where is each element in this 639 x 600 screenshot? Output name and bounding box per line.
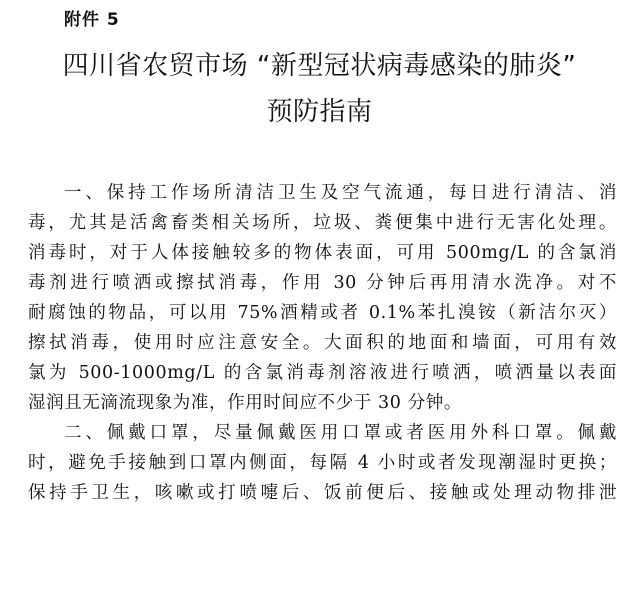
paragraph-1-line-5: 耐腐蚀的物品，可以用 75%酒精或者 0.1%苯扎溴铵（新洁尔灭） bbox=[28, 303, 617, 323]
paragraph-1-line-1: 一、保持工作场所清洁卫生及空气流通，每日进行清洁、消 bbox=[64, 183, 617, 203]
document-title-line-1: 四川省农贸市场 “新型冠状病毒感染的肺炎” bbox=[62, 51, 577, 81]
document-title-line-2: 预防指南 bbox=[266, 97, 373, 127]
paragraph-1-line-8: 湿润且无滴流现象为准，作用时间应不少于 30 分钟。 bbox=[28, 393, 462, 413]
paragraph-2-line-2: 时，避免手接触到口罩内侧面，每隔 4 小时或者发现潮湿时更换； bbox=[28, 453, 617, 473]
paragraph-2-line-1: 二、佩戴口罩，尽量佩戴医用口罩或者医用外科口罩。佩戴 bbox=[64, 423, 617, 443]
paragraph-1-line-6: 擦拭消毒，使用时应注意安全。大面积的地面和墙面，可用有效 bbox=[28, 333, 617, 353]
paragraph-1-line-2: 毒，尤其是活禽畜类相关场所，垃圾、粪便集中进行无害化处理。 bbox=[28, 213, 617, 233]
paragraph-1-line-7: 氯为 500-1000mg/L 的含氯消毒剂溶液进行喷洒，喷洒量以表面 bbox=[28, 363, 617, 383]
attachment-label: 附件 5 bbox=[64, 10, 120, 30]
document-body bbox=[28, 178, 617, 508]
paragraph-2-line-3: 保持手卫生，咳嗽或打喷嚏后、饭前便后、接触或处理动物排泄 bbox=[28, 483, 617, 503]
paragraph-1-line-3: 消毒时，对于人体接触较多的物体表面，可用 500mg/L 的含氯消 bbox=[28, 243, 617, 263]
paragraph-1-line-4: 毒剂进行喷洒或擦拭消毒，作用 30 分钟后再用清水洗净。对不 bbox=[28, 273, 617, 293]
